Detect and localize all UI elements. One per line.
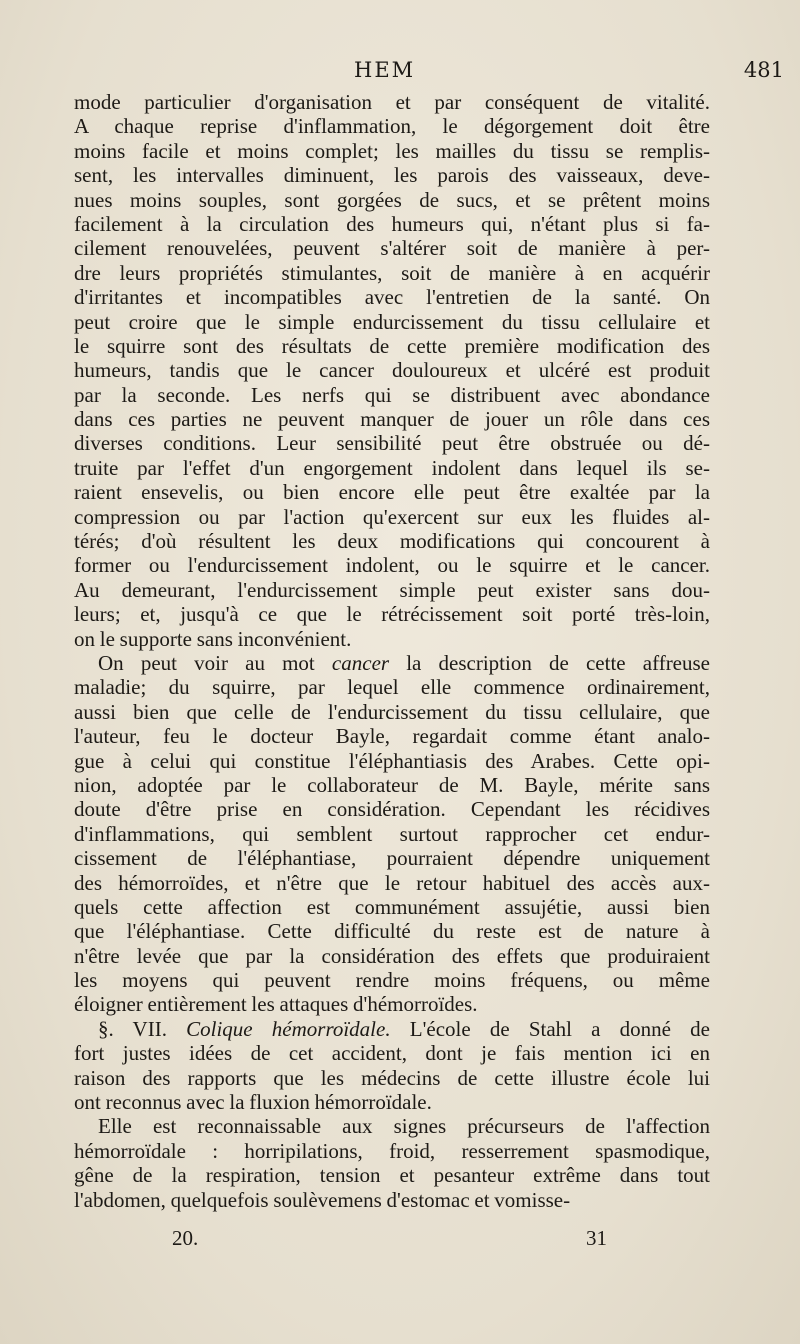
text-line: l'auteur, feu le docteur Bayle, regardait comme étant analo- — [74, 724, 710, 749]
text-line: par la seconde. Les nerfs qui se distribuent avec abondance — [74, 382, 710, 407]
text-line: d'irritantes et incompatibles avec l'entretien de la santé. On — [74, 285, 710, 310]
text-line: le squirre sont des résultats de cette première modification des — [74, 333, 710, 358]
text-line: truite par l'effet d'un engorgement indolent dans lequel ils se- — [74, 455, 710, 480]
text-line: dre leurs propriétés stimulantes, soit de manière à en acquérir — [74, 260, 710, 285]
text-line: on le supporte sans inconvénient. — [74, 626, 352, 651]
text-line: fort justes idées de cet accident, dont je fais mention ici en — [74, 1041, 710, 1066]
paragraph — [74, 90, 710, 651]
text-line: leurs; et, jusqu'à ce que le rétrécissement soit porté très-loin, — [74, 602, 710, 627]
body-text — [74, 90, 710, 1212]
text-line: hémorroïdale : horripilations, froid, resserrement spasmodique, — [74, 1138, 710, 1163]
page-footer — [0, 1226, 800, 1256]
text-line: aussi bien que celle de l'endurcissement du tissu cellulaire, que — [74, 699, 710, 724]
paragraph — [74, 1114, 710, 1212]
text-line: ont reconnus avec la fluxion hémorroïdale. — [74, 1090, 432, 1115]
text-line: des hémorroïdes, et n'être que le retour habituel des accès aux- — [74, 870, 710, 895]
text-line: Elle est reconnaissable aux signes précurseurs de l'affection — [98, 1114, 710, 1139]
running-head-title: HEM — [354, 58, 416, 82]
text-line: cissement de l'éléphantiase, pourraient dépendre uniquement — [74, 846, 710, 871]
text-line: les moyens qui peuvent rendre moins fréquens, ou même — [74, 968, 710, 993]
text-line: doute d'être prise en considération. Cependant les récidives — [74, 797, 710, 822]
paragraph — [74, 1017, 710, 1115]
text-line: raison des rapports que les médecins de cette illustre école lui — [74, 1065, 710, 1090]
text-line: maladie; du squirre, par lequel elle commence ordinairement, — [74, 675, 710, 700]
text-line: nion, adoptée par le collaborateur de M. Bayle, mérite sans — [74, 772, 710, 797]
text-line: gue à celui qui constitue l'éléphantiasis des Arabes. Cette opi- — [74, 748, 710, 773]
text-line: A chaque reprise d'inflammation, le dégorgement doit être — [74, 114, 710, 139]
text-line: éloigner entièrement les attaques d'hémorroïdes. — [74, 992, 478, 1017]
text-line: térés; d'où résultent les deux modifications qui concourent à — [74, 529, 710, 554]
text-line: diverses conditions. Leur sensibilité peut être obstruée ou dé- — [74, 431, 710, 456]
text-line: d'inflammations, qui semblent surtout rapprocher cet endur- — [74, 821, 710, 846]
text-line: peut croire que le simple endurcissement du tissu cellulaire et — [74, 309, 710, 334]
text-line: dans ces parties ne peuvent manquer de jouer un rôle dans ces — [74, 407, 710, 432]
text-line: que l'éléphantiase. Cette difficulté du reste est de nature à — [74, 919, 710, 944]
text-line: moins facile et moins complet; les mailles du tissu se remplis- — [74, 138, 710, 163]
text-line: facilement à la circulation des humeurs qui, n'étant plus si fa- — [74, 211, 710, 236]
text-line: humeurs, tandis que le cancer douloureux et ulcéré est produit — [74, 358, 710, 383]
page-number: 481 — [743, 58, 784, 82]
text-line: On peut voir au mot cancer la description de cette affreuse — [98, 650, 710, 675]
text-line: mode particulier d'organisation et par conséquent de vitalité. — [74, 90, 710, 114]
text-line: cilement renouvelées, peuvent s'altérer soit de manière à per- — [74, 236, 710, 261]
gathering-mark: 31 — [586, 1226, 607, 1250]
text-line: compression ou par l'action qu'exercent sur eux les fluides al- — [74, 504, 710, 529]
signature-mark: 20. — [172, 1226, 199, 1250]
text-line: l'abdomen, quelquefois soulèvemens d'estomac et vomisse- — [74, 1187, 571, 1212]
text-line: nues moins souples, sont gorgées de sucs, et se prêtent moins — [74, 187, 710, 212]
running-head — [0, 58, 800, 88]
paragraph — [74, 651, 710, 1017]
text-line: gêne de la respiration, tension et pesanteur extrême dans tout — [74, 1163, 710, 1188]
text-line: raient ensevelis, ou bien encore elle peut être exaltée par la — [74, 480, 710, 505]
text-line: former ou l'endurcissement indolent, ou le squirre et le cancer. — [74, 553, 710, 578]
text-line: §. VII. Colique hémorroïdale. L'école de Stahl a donné de — [98, 1016, 710, 1041]
text-line: n'être levée que par la considération des effets que produiraient — [74, 943, 710, 968]
text-line: Au demeurant, l'endurcissement simple peut exister sans dou- — [74, 577, 710, 602]
text-line: quels cette affection est communément assujétie, aussi bien — [74, 894, 710, 919]
text-line: sent, les intervalles diminuent, les parois des vaisseaux, deve- — [74, 163, 710, 188]
